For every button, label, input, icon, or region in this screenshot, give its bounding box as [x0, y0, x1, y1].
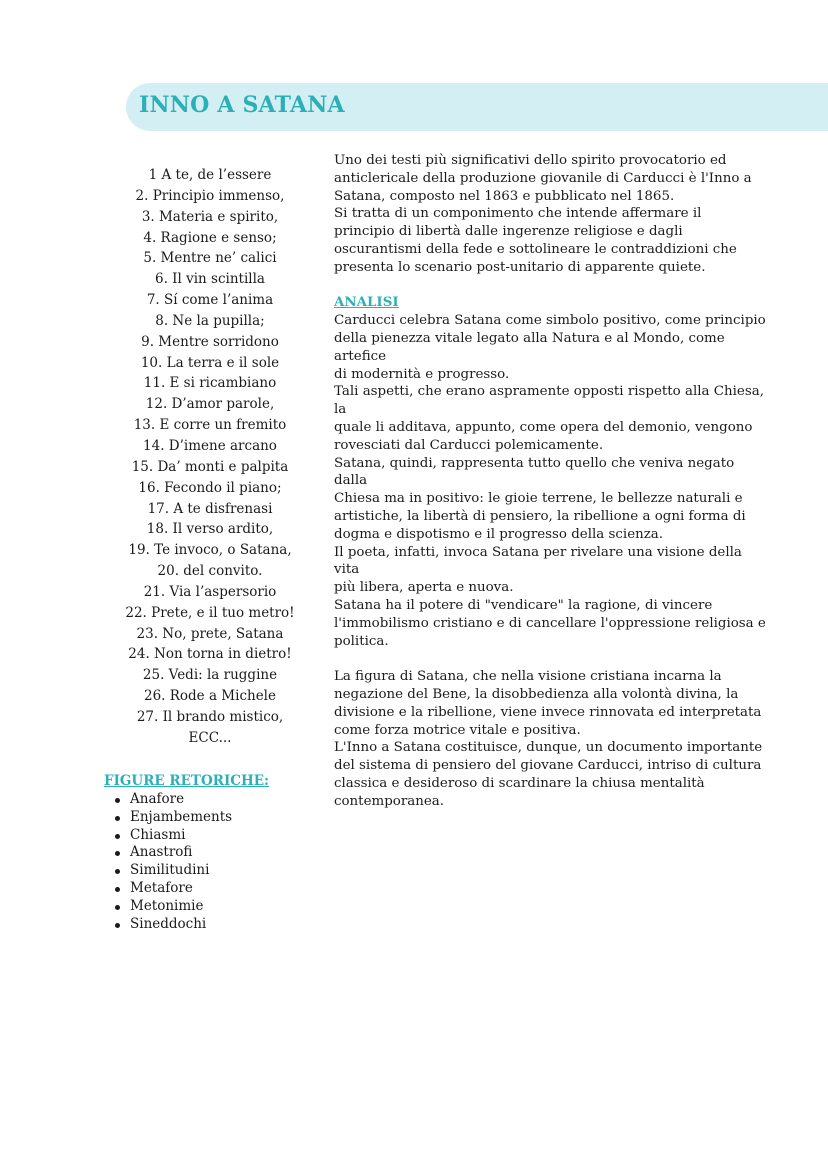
list-item: Sineddochi	[112, 916, 232, 934]
poem-line: 22. Prete, e il tuo metro!	[125, 604, 295, 621]
conclusion-line: negazione del Bene, la disobbedienza alla volontà divina, la	[334, 686, 739, 702]
intro-line: Si tratta di un componimento che intende affermare il	[334, 206, 702, 222]
intro-line: Satana, composto nel 1863 e pubblicato nel 1865.	[334, 188, 675, 204]
conclusion-line: classica e desideroso di scardinare la chiusa mentalità	[334, 775, 705, 791]
conclusion-line: divisione e la ribellione, viene invece rinnovata ed interpretata	[334, 704, 762, 720]
list-item: Enjambements	[112, 809, 232, 827]
poem-line: 21. Via l’aspersorio	[143, 583, 277, 600]
poem-line: 18. Il verso ardito,	[146, 521, 274, 538]
analisi-heading: ANALISI	[334, 294, 399, 311]
conclusion-line: come forza motrice vitale e positiva.	[334, 722, 581, 738]
poem-line: 16. Fecondo il piano;	[138, 479, 282, 496]
title-banner	[126, 83, 828, 131]
poem-line: 7. Sí come l’anima	[146, 292, 274, 309]
analisi-line: di modernità e progresso.	[334, 366, 510, 382]
analisi-line: Chiesa ma in positivo: le gioie terrene, le bellezze naturali e	[334, 491, 743, 507]
poem-line: ECC...	[188, 729, 232, 746]
poem-line: 10. La terra e il sole	[140, 354, 280, 371]
analisi-line: Il poeta, infatti, invoca Satana per rivelare una visione della vita	[334, 544, 742, 578]
poem-line: 25. Vedi: la ruggine	[142, 667, 278, 684]
poem-line: 2. Principio immenso,	[135, 187, 285, 204]
list-item: Similitudini	[112, 862, 232, 880]
conclusion-line: La figura di Satana, che nella visione cristiana incarna la	[334, 669, 722, 685]
analisi-line: Satana, quindi, rappresenta tutto quello che veniva negato dalla	[334, 455, 735, 489]
analisi-line: artistiche, la libertà di pensiero, la ribellione a ogni forma di	[334, 508, 746, 524]
analisi-line: Satana ha il potere di "vendicare" la ragione, di vincere	[334, 597, 713, 613]
poem-line: 15. Da’ monti e palpita	[131, 458, 289, 475]
poem-line: 5. Mentre ne’ calici	[143, 250, 277, 267]
poem-line: 20. del convito.	[157, 563, 263, 580]
poem-line: 6. Il vin scintilla	[155, 271, 265, 288]
intro-line: oscurantismi della fede e sottolineare le contraddizioni che	[334, 241, 737, 257]
figure-retoriche-list	[112, 791, 232, 933]
analisi-line: quale li additava, appunto, come opera del demonio, vengono	[334, 419, 753, 435]
poem-line: 8. Ne la pupilla;	[155, 312, 265, 329]
analisi-line: Tali aspetti, che erano aspramente opposti rispetto alla Chiesa, la	[334, 384, 764, 418]
poem-line: 26. Rode a Michele	[143, 688, 276, 705]
poem-line: 12. D’amor parole,	[145, 396, 275, 413]
intro-line: Uno dei testi più significativi dello spirito provocatorio ed	[334, 153, 727, 168]
intro-line: anticlericale della produzione giovanile di Carducci è l'Inno a	[334, 170, 752, 186]
poem-line: 19. Te invoco, o Satana,	[128, 542, 292, 559]
poem-line: 4. Ragione e senso;	[143, 229, 277, 246]
intro-line: presenta lo scenario post-unitario di apparente quiete.	[334, 259, 706, 275]
list-item: Anastrofi	[112, 844, 232, 862]
list-item: Metonimie	[112, 898, 232, 916]
list-item: Anafore	[112, 791, 232, 809]
poem-line: 17. A te disfrenasi	[147, 500, 273, 517]
analisi-line: Carducci celebra Satana come simbolo positivo, come principio	[334, 313, 766, 329]
intro-line: principio di libertà dalle ingerenze religiose e dagli	[334, 224, 683, 240]
figure-retoriche-heading: FIGURE RETORICHE:	[104, 773, 270, 789]
poem-line: 24. Non torna in dietro!	[128, 646, 292, 663]
poem-line: 9. Mentre sorridono	[141, 333, 279, 350]
poem-line: 3. Materia e spirito,	[141, 208, 279, 225]
poem-line: 14. D’imene arcano	[143, 437, 277, 454]
commentary-column	[334, 152, 769, 810]
poem-line: 27. Il brando mistico,	[136, 708, 284, 725]
list-item: Metafore	[112, 880, 232, 898]
analisi-line: della pienezza vitale legato alla Natura e al Mondo, come artefice	[334, 330, 725, 364]
analisi-line: più libera, aperta e nuova.	[334, 580, 514, 596]
analisi-line: l'immobilismo cristiano e di cancellare l'oppressione religiosa e	[334, 615, 766, 631]
conclusion-line: contemporanea.	[334, 793, 444, 809]
poem-line: 1 A te, de l’essere	[148, 167, 272, 183]
poem-line: 11. E si ricambiano	[143, 375, 277, 392]
list-item: Chiasmi	[112, 827, 232, 845]
page-title: INNO A SATANA	[139, 92, 345, 118]
analisi-line: dogma e dispotismo e il progresso della scienza.	[334, 526, 664, 542]
conclusion-line: L'Inno a Satana costituisce, dunque, un documento importante	[334, 740, 763, 756]
poem-line: 23. No, prete, Satana	[136, 625, 284, 642]
analisi-line: politica.	[334, 633, 389, 649]
poem-line: 13. E corre un fremito	[133, 417, 287, 434]
analisi-line: rovesciati dal Carducci polemicamente.	[334, 437, 604, 453]
conclusion-line: del sistema di pensiero del giovane Carducci, intriso di cultura	[334, 758, 762, 774]
poem-excerpt	[100, 165, 320, 749]
